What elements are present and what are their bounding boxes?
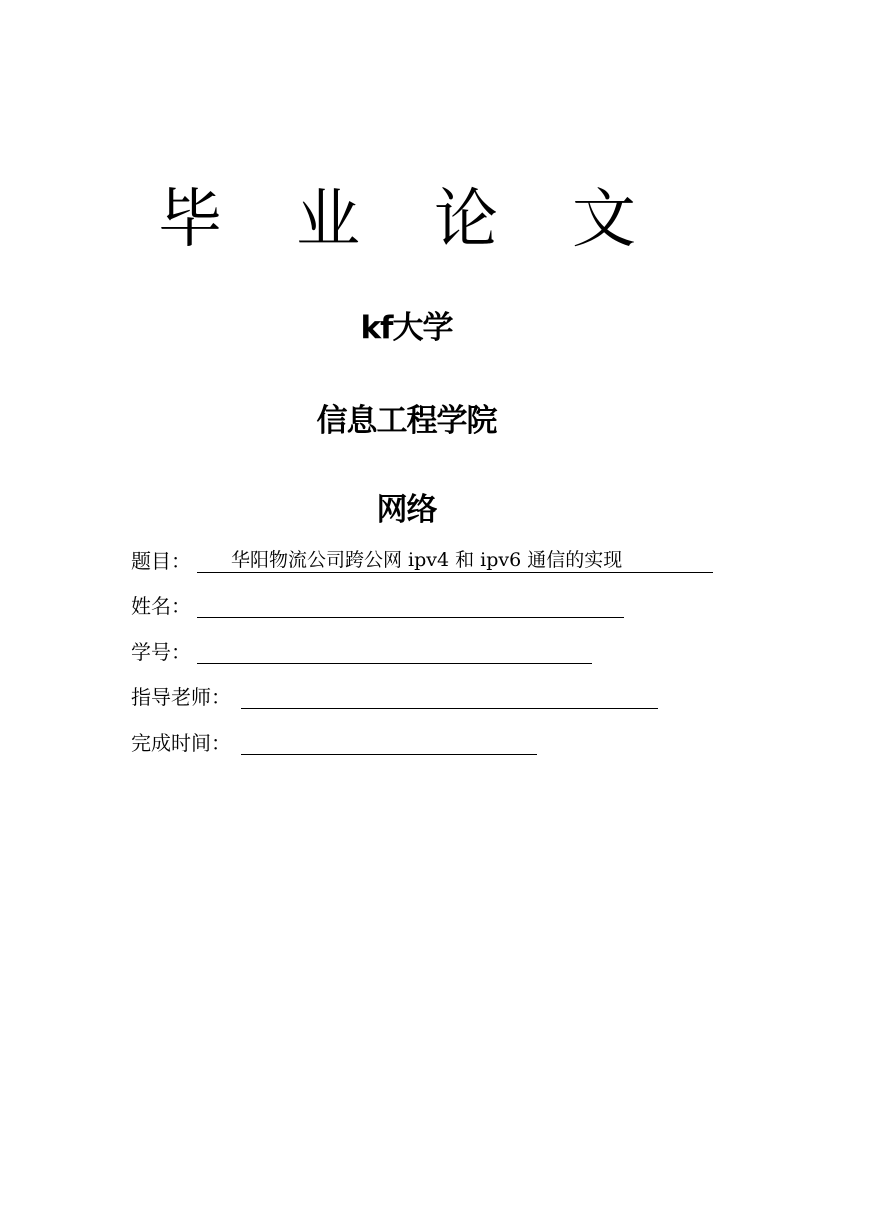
- title-char-3: 论: [434, 183, 498, 257]
- title-char-4: 文: [572, 183, 636, 257]
- university-name: kf大学: [360, 310, 453, 346]
- topic-blank: [197, 546, 713, 573]
- completion-date-blank: [241, 728, 537, 755]
- title-char-1: 毕: [158, 183, 222, 257]
- student-id-blank: [197, 637, 592, 664]
- thesis-main-title: [0, 180, 869, 260]
- name-blank: [197, 591, 624, 618]
- title-char-2: 业: [296, 183, 360, 257]
- completion-date-label: 完成时间：: [131, 731, 231, 755]
- name-label: 姓名：: [131, 594, 191, 618]
- advisor-label: 指导老师：: [131, 685, 231, 709]
- topic-value: 华阳物流公司跨公网 ipv4 和 ipv6 通信的实现: [231, 549, 623, 571]
- student-id-label: 学号：: [131, 640, 191, 664]
- advisor-blank: [241, 682, 658, 709]
- major-name: 网络: [376, 492, 437, 528]
- college-name: 信息工程学院: [316, 403, 497, 439]
- topic-label: 题目：: [131, 549, 191, 573]
